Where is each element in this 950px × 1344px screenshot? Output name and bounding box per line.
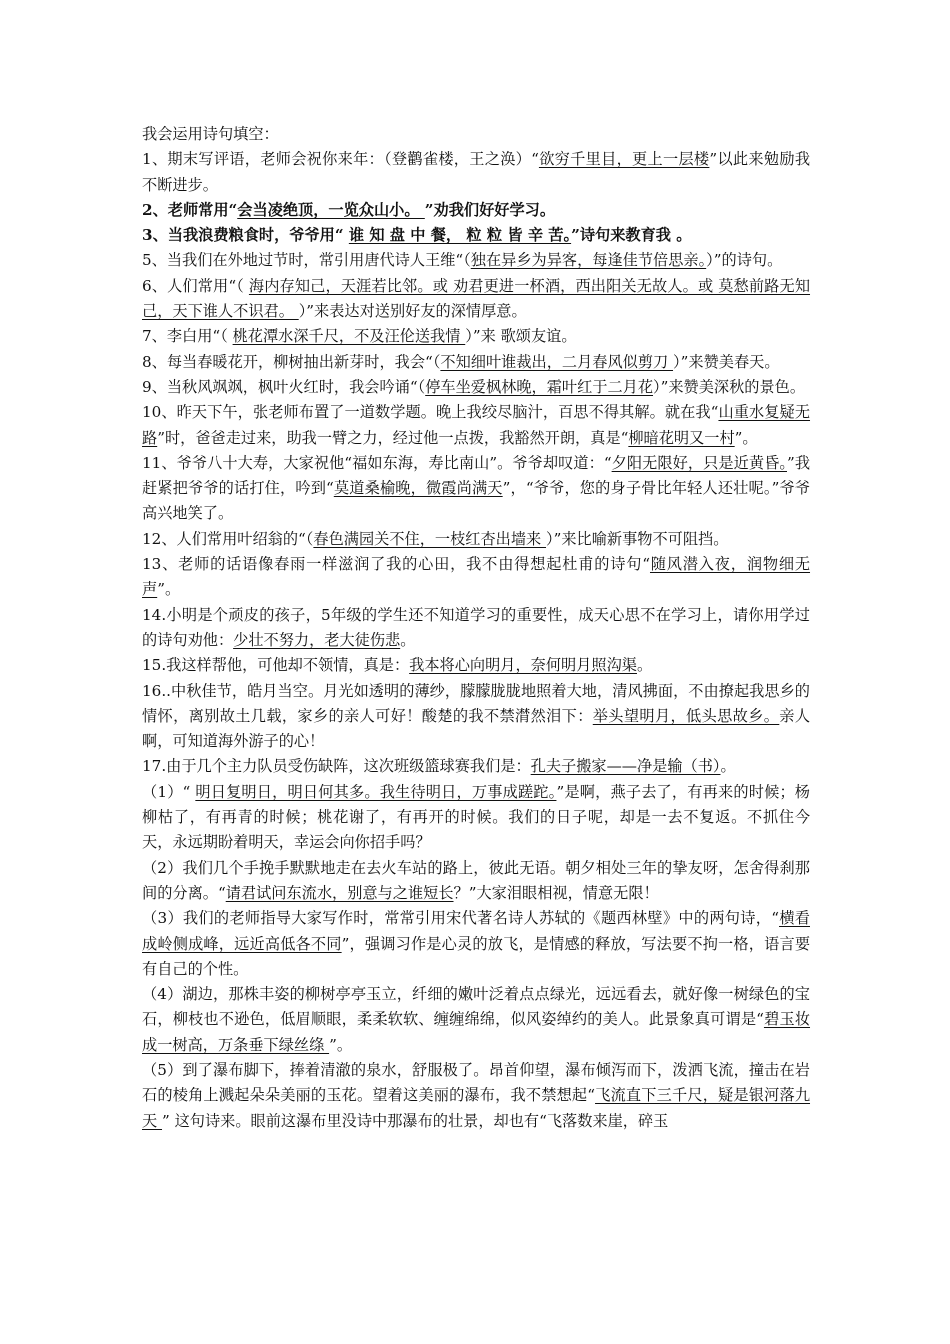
prompt-text: 16..中秋佳节，皓月当空。月光如透明的薄纱，朦朦胧胧地照着大地，清风拂面，不由撩起我思乡的情怀，离别故土几载，家乡的亲人可好！酸楚的我不禁潸然泪下：	[142, 681, 810, 725]
question-paragraph	[142, 982, 810, 1058]
answer-text: 柳暗花明又一村	[628, 428, 735, 447]
prompt-text: ”时，爸爸走过来，助我一臂之力，经过他一点拨，我豁然开朗，真是“	[157, 428, 629, 447]
prompt-text: ？”大家泪眼相视，情意无限！	[453, 883, 659, 902]
prompt-text: 3、当我浪费粮食时，爷爷用“	[142, 226, 349, 245]
answer-text: 请君试问东流水，别意与之谁短长	[225, 883, 454, 902]
section-heading	[142, 122, 810, 147]
prompt-text: ）”来 歌颂友谊。	[465, 327, 577, 346]
answer-text: 春色满园关不住，一枝红杏出墙来	[313, 529, 547, 548]
prompt-text: 2、老师常用“	[142, 200, 238, 219]
answer-text: 举头望明月，低头思故乡。	[592, 706, 780, 725]
question-paragraph	[142, 679, 810, 755]
prompt-text: （5）到了瀑布脚下，捧着清澈的泉水，舒服极了。昂首仰望，瀑布倾泻而下，泼洒飞流，撞击在岩石的棱角上溅起朵朵美丽的玉花。望着这美丽的瀑布，我不禁想起“	[142, 1060, 810, 1105]
prompt-text: 1、期末写评语，老师会祝你来年：（登鹳雀楼，王之涣）“	[142, 150, 539, 169]
answer-text: 莫道桑榆晚，微霞尚满天	[333, 479, 503, 498]
answer-text: 横看成岭侧成峰，远近高低各不同	[142, 909, 810, 953]
answer-text: 随风潜入夜，润物细无声	[142, 555, 811, 599]
prompt-text: 我会运用诗句填空：	[142, 125, 279, 143]
answer-text: 会当凌绝顶，一览众山小。	[237, 200, 425, 219]
prompt-text: （4）湖边，那株丰姿的柳树亭亭玉立，纤细的嫩叶泛着点点绿光，远远看去，就好像一树绿色的宝石，柳枝也不逊色，低眉顺眼，柔柔软软、缠缠绵绵，似风姿绰约的美人。此景象真可谓是“	[142, 985, 810, 1029]
prompt-text: ”，“爷爷，您的身子骨比年轻人还壮呢。”爷爷高兴地笑了。	[142, 479, 811, 523]
question-paragraph	[142, 451, 810, 527]
prompt-text: ）”来赞美深秋的景色。	[653, 377, 806, 396]
answer-text: 谁 知 盘 中 餐， 粒 粒 皆 辛 苦。	[348, 226, 572, 245]
prompt-text: ”我赶紧把爷爷的话打住，吟到“	[142, 453, 811, 498]
answer-text: 明日复明日，明日何其多。我生待明日，万事成蹉跎。	[195, 782, 557, 801]
prompt-text: （2）我们几个手挽手默默地走在去火车站的路上，彼此无语。朝夕相处三年的挚友呀，怎舍得刹那间的分离。“	[142, 858, 810, 902]
prompt-text: ”。	[734, 428, 758, 447]
prompt-text: ）”的诗句。	[706, 251, 783, 270]
question-paragraph	[142, 400, 810, 451]
prompt-text: 。	[400, 630, 416, 649]
answer-text: 欲穷千里目，更上一层楼	[538, 150, 710, 169]
question-paragraph	[142, 375, 810, 400]
prompt-text: 6、人们常用“（	[142, 276, 249, 295]
prompt-text: 。	[636, 656, 653, 675]
question-paragraph	[142, 754, 810, 779]
answer-text: 山重水复疑无路	[142, 403, 811, 447]
prompt-text: 13、老师的话语像春雨一样滋润了我的心田，我不由得想起杜甫的诗句“	[142, 555, 650, 574]
question-paragraph	[142, 324, 810, 349]
answer-text: 碧玉妆成一树高，万条垂下绿丝绦	[142, 1010, 811, 1054]
answer-text: 海内存知己，天涯若比邻。或 劝君更进一杯酒，西出阳关无故人。或 莫愁前路无知己，天下谁人不识君。	[142, 276, 811, 321]
prompt-text: ”是啊，燕子去了，有再来的时候；杨柳枯了，有再青的时候；桃花谢了，有再开的时候。我们的日子呢，却是一去不复返。不抓住今天，永远期盼着明天，幸运会向你招手吗？	[142, 782, 810, 852]
question-paragraph	[142, 147, 810, 198]
prompt-text: 10、昨天下午，张老师布置了一道数学题。晚上我绞尽脑汁，百思不得其解。就在我“	[142, 403, 719, 422]
prompt-text: 17.由于几个主力队员受伤缺阵，这次班级篮球赛我们是：	[142, 757, 531, 776]
prompt-text: ”劝我们好好学习。	[424, 200, 556, 219]
prompt-text: ）”来赞美春天。	[673, 352, 780, 371]
prompt-text: 。	[720, 757, 736, 776]
question-paragraph	[142, 653, 810, 678]
prompt-text: ”，强调习作是心灵的放飞，是情感的释放，写法要不拘一格，语言要有自己的个性。	[142, 934, 811, 978]
document-body	[142, 122, 810, 1134]
prompt-text: （1）“	[142, 782, 196, 801]
prompt-text: ”诗句来教育我 。	[571, 226, 692, 245]
prompt-text: 12、人们常用叶绍翁的“（	[142, 529, 314, 548]
prompt-text: 14.小明是个顽皮的孩子，5年级的学生还不知道学习的重要性，成天心思不在学习上，请你用学过的诗句劝他：	[142, 605, 810, 649]
question-paragraph	[142, 350, 810, 375]
question-paragraph	[142, 856, 810, 907]
prompt-text: ）”来表达对送别好友的深情厚意。	[298, 302, 527, 321]
answer-text: 桃花潭水深千尺，不及汪伦送我情	[232, 327, 466, 346]
prompt-text: 亲人啊，可知道海外游子的心！	[142, 706, 811, 751]
answer-text: 停车坐爱枫林晚，霜叶红于二月花	[425, 377, 654, 396]
prompt-text: 5、当我们在外地过节时，常引用唐代诗人王维“（	[142, 251, 471, 270]
question-paragraph	[142, 1058, 810, 1134]
prompt-text: ”。	[329, 1035, 353, 1054]
question-paragraph	[142, 780, 810, 856]
prompt-text: 9、当秋风飒飒，枫叶火红时，我会吟诵“（	[142, 377, 426, 396]
prompt-text: 11、爷爷八十大寿，大家祝他“福如东海，寿比南山”。爷爷却叹道：“	[142, 453, 612, 472]
answer-text: 少壮不努力，老大徒伤悲	[233, 630, 401, 649]
prompt-text: 7、李白用“（	[142, 327, 233, 346]
question-paragraph	[142, 223, 810, 248]
answer-text: 孔夫子搬家——净是输（书）	[530, 757, 721, 776]
prompt-text: 8、每当春暖花开，柳树抽出新芽时，我会“（	[142, 352, 441, 371]
question-paragraph	[142, 248, 810, 273]
question-paragraph	[142, 552, 810, 603]
answer-text: 飞流直下三千尺，疑是银河落九天	[142, 1086, 811, 1130]
question-paragraph	[142, 527, 810, 552]
question-paragraph	[142, 603, 810, 654]
prompt-text: ”以此来勉励我不断进步。	[142, 150, 811, 194]
answer-text: 我本将心向明月，奈何明月照沟渠	[409, 656, 637, 675]
prompt-text: 15.我这样帮他，可他却不领情，真是：	[142, 656, 410, 675]
prompt-text: ” 这句诗来。眼前这瀑布里没诗中那瀑布的壮景，却也有“飞落数来崖，碎玉	[162, 1111, 669, 1130]
answer-text: 不知细叶谁裁出，二月春风似剪刀	[440, 352, 674, 371]
question-paragraph	[142, 198, 810, 223]
question-paragraph	[142, 906, 810, 982]
prompt-text: （3）我们的老师指导大家写作时，常常引用宋代著名诗人苏轼的《题西林壁》中的两句诗，“	[142, 909, 780, 928]
prompt-text: ）”来比喻新事物不可阻挡。	[546, 529, 729, 548]
prompt-text: ”。	[157, 580, 181, 599]
question-paragraph	[142, 274, 810, 325]
answer-text: 夕阳无限好，只是近黄昏。	[611, 453, 787, 472]
answer-text: 独在异乡为异客，每逢佳节倍思亲。	[470, 251, 707, 270]
